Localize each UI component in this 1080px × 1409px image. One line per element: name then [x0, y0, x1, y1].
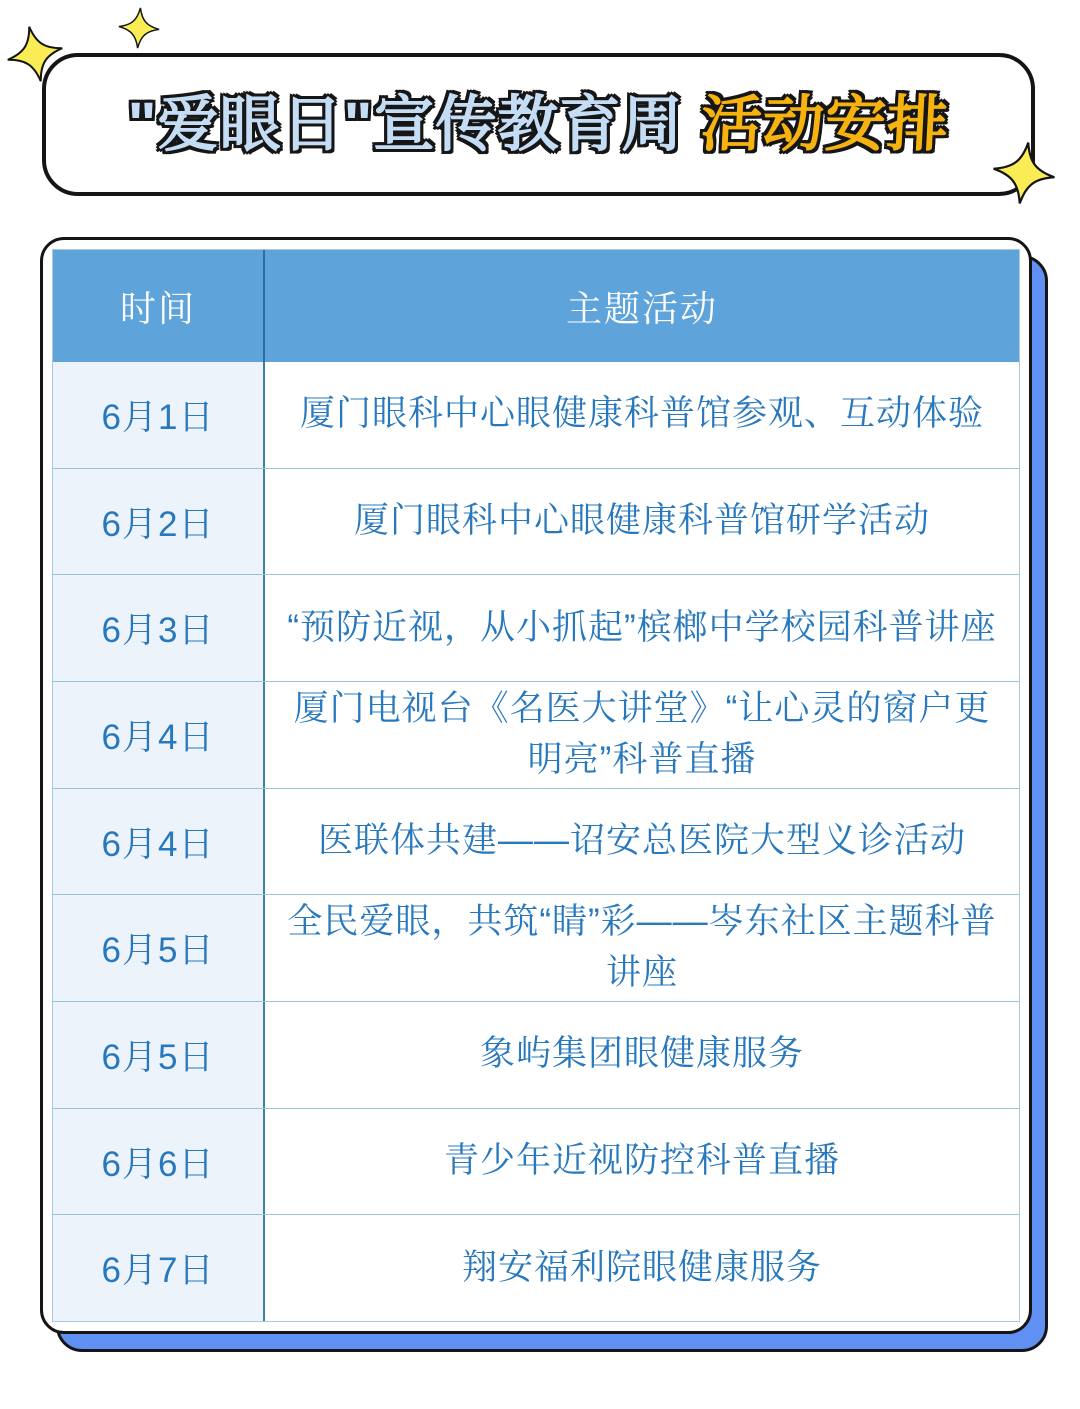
sparkle-icon [987, 134, 1060, 212]
table-body [53, 362, 1019, 1321]
sparkle-icon [0, 11, 71, 97]
table-header-row [53, 250, 1019, 362]
date-cell: 6月4日 [53, 682, 265, 788]
activity-cell: 医联体共建——诏安总医院大型义诊活动 [265, 789, 1019, 895]
table-row [53, 1214, 1019, 1321]
activity-cell: “预防近视，从小抓起”槟榔中学校园科普讲座 [265, 575, 1019, 681]
table-row [53, 1001, 1019, 1108]
date-cell: 6月6日 [53, 1109, 265, 1215]
activity-cell: 象屿集团眼健康服务 [265, 1002, 1019, 1108]
table-row [53, 574, 1019, 681]
date-cell: 6月2日 [53, 469, 265, 575]
activity-cell: 青少年近视防控科普直播 [265, 1109, 1019, 1215]
date-cell: 6月3日 [53, 575, 265, 681]
table-row [53, 894, 1019, 1001]
title-blue-text: "爱眼日"宣传教育周 [127, 90, 684, 158]
date-cell: 6月7日 [53, 1215, 265, 1321]
date-cell: 6月1日 [53, 362, 265, 468]
table-row [53, 788, 1019, 895]
table-row [53, 681, 1019, 788]
table-row [53, 468, 1019, 575]
table-row [53, 1108, 1019, 1215]
table-row [53, 362, 1019, 468]
date-cell: 6月5日 [53, 895, 265, 1001]
schedule-card [40, 237, 1032, 1334]
activity-cell: 翔安福利院眼健康服务 [265, 1215, 1019, 1321]
activity-cell: 厦门电视台《名医大讲堂》“让心灵的窗户更明亮”科普直播 [265, 682, 1019, 788]
activity-cell: 全民爱眼，共筑“睛”彩——岑东社区主题科普讲座 [265, 895, 1019, 1001]
header-time: 时间 [53, 250, 265, 362]
activity-cell: 厦门眼科中心眼健康科普馆参观、互动体验 [265, 362, 1019, 468]
title-orange-text: 活动安排 [699, 90, 952, 158]
activity-cell: 厦门眼科中心眼健康科普馆研学活动 [265, 469, 1019, 575]
header-activity: 主题活动 [565, 287, 718, 329]
title-banner [42, 53, 1035, 196]
sparkle-icon [116, 3, 161, 54]
date-cell: 6月5日 [53, 1002, 265, 1108]
page-title [127, 90, 952, 158]
schedule-table [52, 249, 1020, 1322]
date-cell: 6月4日 [53, 789, 265, 895]
